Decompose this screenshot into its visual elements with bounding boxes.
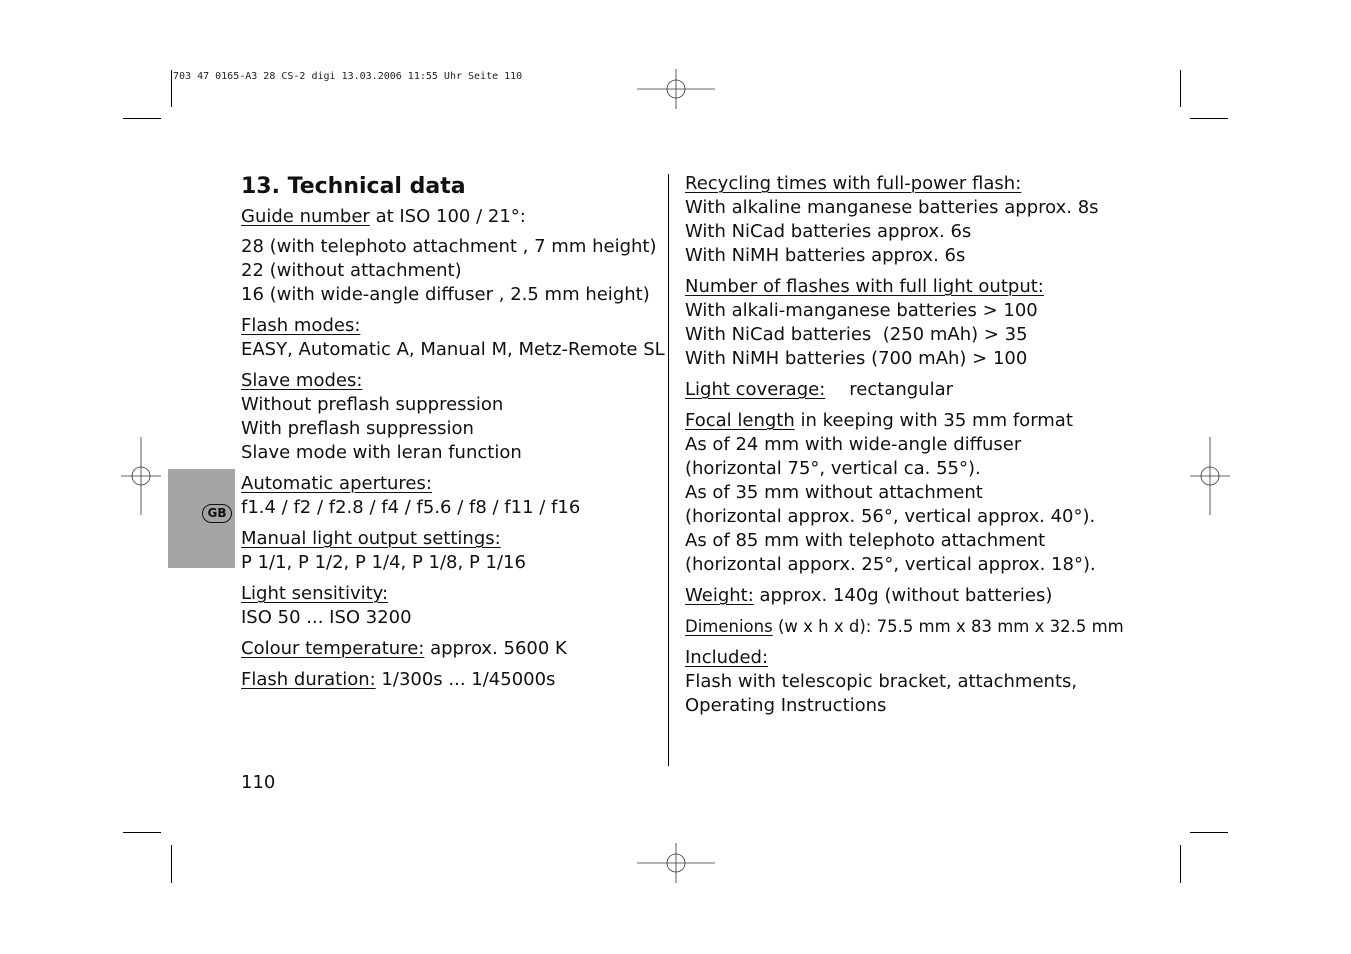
left-column — [241, 172, 665, 699]
spec-text: at ISO 100 / 21°: — [369, 206, 526, 227]
spec-included — [685, 646, 1130, 718]
spec-label: Light coverage: — [685, 379, 826, 400]
spec-automatic-apertures — [241, 472, 656, 520]
registration-mark-icon — [1190, 437, 1230, 515]
spec-line: ISO 50 ... ISO 3200 — [241, 607, 412, 628]
spec-flash-modes — [241, 314, 665, 362]
crop-mark — [171, 845, 172, 883]
spec-label: Colour temperature: — [241, 638, 425, 659]
spec-label: Flash modes: — [241, 315, 361, 336]
spec-line: With NiCad batteries (250 mAh) > 35 — [685, 324, 1028, 345]
spec-light-sensitivity — [241, 582, 656, 630]
spec-line: 28 (with telephoto attachment , 7 mm height) — [241, 236, 657, 257]
spec-line: Slave mode with leran function — [241, 442, 522, 463]
spec-dimensions — [685, 615, 1130, 639]
crop-mark — [1190, 118, 1228, 119]
spec-line: 16 (with wide-angle diffuser , 2.5 mm height) — [241, 284, 650, 305]
print-slug: 703 47 0165-A3 28 CS-2 digi 13.03.2006 11:55 Uhr Seite 110 — [173, 71, 523, 82]
registration-mark-icon — [637, 69, 715, 109]
spec-label: Automatic apertures: — [241, 473, 432, 494]
spec-line: With NiMH batteries (700 mAh) > 100 — [685, 348, 1028, 369]
language-tab — [168, 469, 235, 568]
page-title: 13. Technical data — [241, 174, 466, 199]
spec-colour-temperature — [241, 637, 656, 661]
spec-label: Weight: — [685, 585, 754, 606]
page-number: 110 — [241, 772, 276, 793]
crop-mark — [123, 118, 161, 119]
spec-label: Dimenions — [685, 617, 773, 636]
spec-line: With NiCad batteries approx. 6s — [685, 221, 972, 242]
crop-mark — [1190, 832, 1228, 833]
spec-text: in keeping with 35 mm format — [794, 410, 1073, 431]
spec-text: approx. 5600 K — [424, 638, 567, 659]
crop-mark — [1180, 70, 1181, 107]
spec-weight — [685, 584, 1130, 608]
crop-mark — [171, 70, 172, 107]
spec-label: Guide number — [241, 206, 370, 227]
spec-line: With NiMH batteries approx. 6s — [685, 245, 966, 266]
registration-mark-icon — [121, 437, 161, 515]
spec-slave-modes — [241, 369, 656, 465]
spec-label: Manual light output settings: — [241, 528, 501, 549]
spec-line: (horizontal apporx. 25°, vertical approx. 18°). — [685, 554, 1096, 575]
spec-recycling-times — [685, 172, 1130, 268]
spec-line: As of 85 mm with telephoto attachment — [685, 530, 1046, 551]
spec-focal-length — [685, 409, 1130, 577]
spec-line: As of 35 mm without attachment — [685, 482, 983, 503]
spec-line: 22 (without attachment) — [241, 260, 462, 281]
registration-mark-icon — [637, 843, 715, 883]
spec-text: approx. 140g (without batteries) — [753, 585, 1053, 606]
spec-label: Light sensitivity: — [241, 583, 389, 604]
spec-line: With alkaline manganese batteries approx. 8s — [685, 197, 1099, 218]
spec-text: (w x h x d): 75.5 mm x 83 mm x 32.5 mm — [772, 617, 1124, 636]
column-divider — [668, 174, 669, 766]
spec-label: Recycling times with full-power flash: — [685, 173, 1022, 194]
spec-line: f1.4 / f2 / f2.8 / f4 / f5.6 / f8 / f11 / f16 — [241, 497, 581, 518]
spec-line: With alkali-manganese batteries > 100 — [685, 300, 1038, 321]
spec-label: Slave modes: — [241, 370, 363, 391]
spec-label: Number of flashes with full light output: — [685, 276, 1044, 297]
spec-text: rectangular — [849, 379, 954, 400]
spec-number-of-flashes — [685, 275, 1130, 371]
spec-guide-number — [241, 205, 656, 307]
spec-label: Included: — [685, 647, 769, 668]
spec-line: Operating Instructions — [685, 695, 887, 716]
spec-label: Focal length — [685, 410, 795, 431]
spec-line: (horizontal 75°, vertical ca. 55°). — [685, 458, 981, 479]
spec-line: As of 24 mm with wide-angle diffuser — [685, 434, 1022, 455]
crop-mark — [1180, 845, 1181, 883]
spec-line: P 1/1, P 1/2, P 1/4, P 1/8, P 1/16 — [241, 552, 526, 573]
spec-flash-duration — [241, 668, 656, 692]
spec-label: Flash duration: — [241, 669, 376, 690]
crop-mark — [123, 832, 161, 833]
spec-line: EASY, Automatic A, Manual M, Metz-Remote SL — [241, 339, 665, 360]
spec-text: 1/300s ... 1/45000s — [375, 669, 556, 690]
spec-line: (horizontal approx. 56°, vertical approx. 40°). — [685, 506, 1096, 527]
spec-manual-output — [241, 527, 656, 575]
language-badge: GB — [202, 504, 232, 523]
spec-line: Flash with telescopic bracket, attachments, — [685, 671, 1078, 692]
spec-light-coverage — [685, 378, 1130, 402]
right-column — [685, 172, 1130, 725]
spec-line: With preflash suppression — [241, 418, 474, 439]
spec-line: Without preflash suppression — [241, 394, 504, 415]
